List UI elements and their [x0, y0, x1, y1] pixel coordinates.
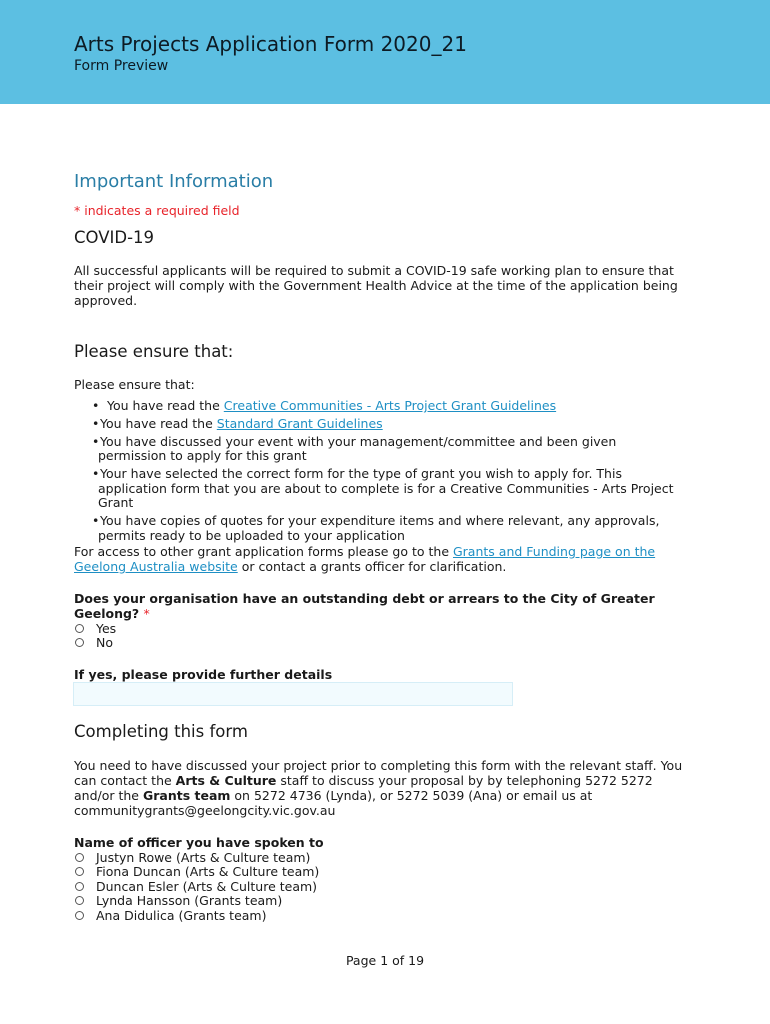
page-number: Page 1 of 19	[345, 953, 425, 968]
bullet-icon: •	[92, 465, 100, 481]
radio-option-officer[interactable]: Lynda Hansson (Grants team)	[74, 894, 319, 909]
form-subtitle: Form Preview	[74, 58, 169, 74]
required-star: *	[143, 606, 150, 621]
list-item: • You have read the Creative Communities - Arts Project Grant Guidelines	[92, 398, 557, 413]
radio-option-officer[interactable]: Duncan Esler (Arts & Culture team)	[74, 879, 319, 894]
required-note: * indicates a required field	[74, 203, 240, 218]
guidelines-link[interactable]: Creative Communities - Arts Project Grant Guidelines	[223, 398, 557, 413]
officer-radio-group	[74, 850, 319, 923]
list-item: • You have read the Standard Grant Guidelines	[92, 415, 383, 431]
debt-question-label: Does your organisation have an outstanding debt or arrears to the City of Greater Geelong? *	[74, 591, 655, 621]
radio-button[interactable]	[75, 911, 84, 920]
list-item: • You have discussed your event with your management/committee and been given permission to apply for this grant	[92, 433, 617, 464]
radio-button[interactable]	[75, 896, 84, 905]
header-banner	[0, 0, 770, 104]
standard-guidelines-link[interactable]: Standard Grant Guidelines	[216, 415, 383, 431]
bullet-icon: •	[92, 433, 100, 449]
bullet-icon: •	[92, 512, 100, 528]
completing-heading: Completing this form	[74, 722, 248, 741]
radio-button[interactable]	[75, 867, 84, 876]
covid-text: All successful applicants will be required to submit a COVID-19 safe working plan to ensure that their project will comply with the Government Health Advice at the time of the application being approved.	[74, 263, 678, 308]
radio-option-officer[interactable]: Ana Didulica (Grants team)	[74, 908, 319, 923]
radio-option-yes[interactable]: Yes	[74, 621, 116, 636]
further-details-input[interactable]	[73, 682, 513, 706]
ensure-heading: Please ensure that:	[74, 342, 234, 361]
list-item: • You have copies of quotes for your expenditure items and where relevant, any approvals, permits ready to be uploaded to your application	[92, 512, 660, 543]
bullet-icon: •	[92, 398, 100, 413]
radio-option-no[interactable]: No	[74, 636, 116, 651]
access-text: For access to other grant application forms please go to the Grants and Funding page on the Geelong Australia website or contact a grants officer for clarification.	[74, 544, 656, 574]
radio-button[interactable]	[75, 624, 84, 633]
bullet-icon: •	[92, 415, 100, 431]
officer-question-label: Name of officer you have spoken to	[74, 835, 324, 850]
radio-button[interactable]	[75, 638, 84, 647]
further-details-label: If yes, please provide further details	[74, 667, 333, 682]
completing-text: You need to have discussed your project prior to completing this form with the relevant staff. You can contact the Arts & Culture staff to discuss your proposal by by telephoning 5272 5272 and/or the Grants team on 5272 4736 (Lynda), or 5272 5039 (Ana) or email us at communitygrants@geelongcity.vic.gov.au	[74, 758, 683, 818]
form-title: Arts Projects Application Form 2020_21	[74, 32, 467, 56]
important-heading: Important Information	[74, 171, 274, 192]
radio-button[interactable]	[75, 853, 84, 862]
list-item: • Your have selected the correct form for the type of grant you wish to apply for. This application form that you are about to complete is for a Creative Communities - Arts Project Grant	[92, 465, 674, 511]
debt-radio-group	[74, 621, 116, 650]
radio-option-officer[interactable]: Fiona Duncan (Arts & Culture team)	[74, 865, 319, 880]
covid-heading: COVID-19	[74, 228, 155, 247]
ensure-intro: Please ensure that:	[74, 377, 195, 392]
radio-option-officer[interactable]: Justyn Rowe (Arts & Culture team)	[74, 850, 319, 865]
radio-button[interactable]	[75, 882, 84, 891]
ensure-list	[74, 399, 684, 546]
grants-funding-link[interactable]: Grants and Funding page on the Geelong Australia website	[74, 544, 656, 574]
